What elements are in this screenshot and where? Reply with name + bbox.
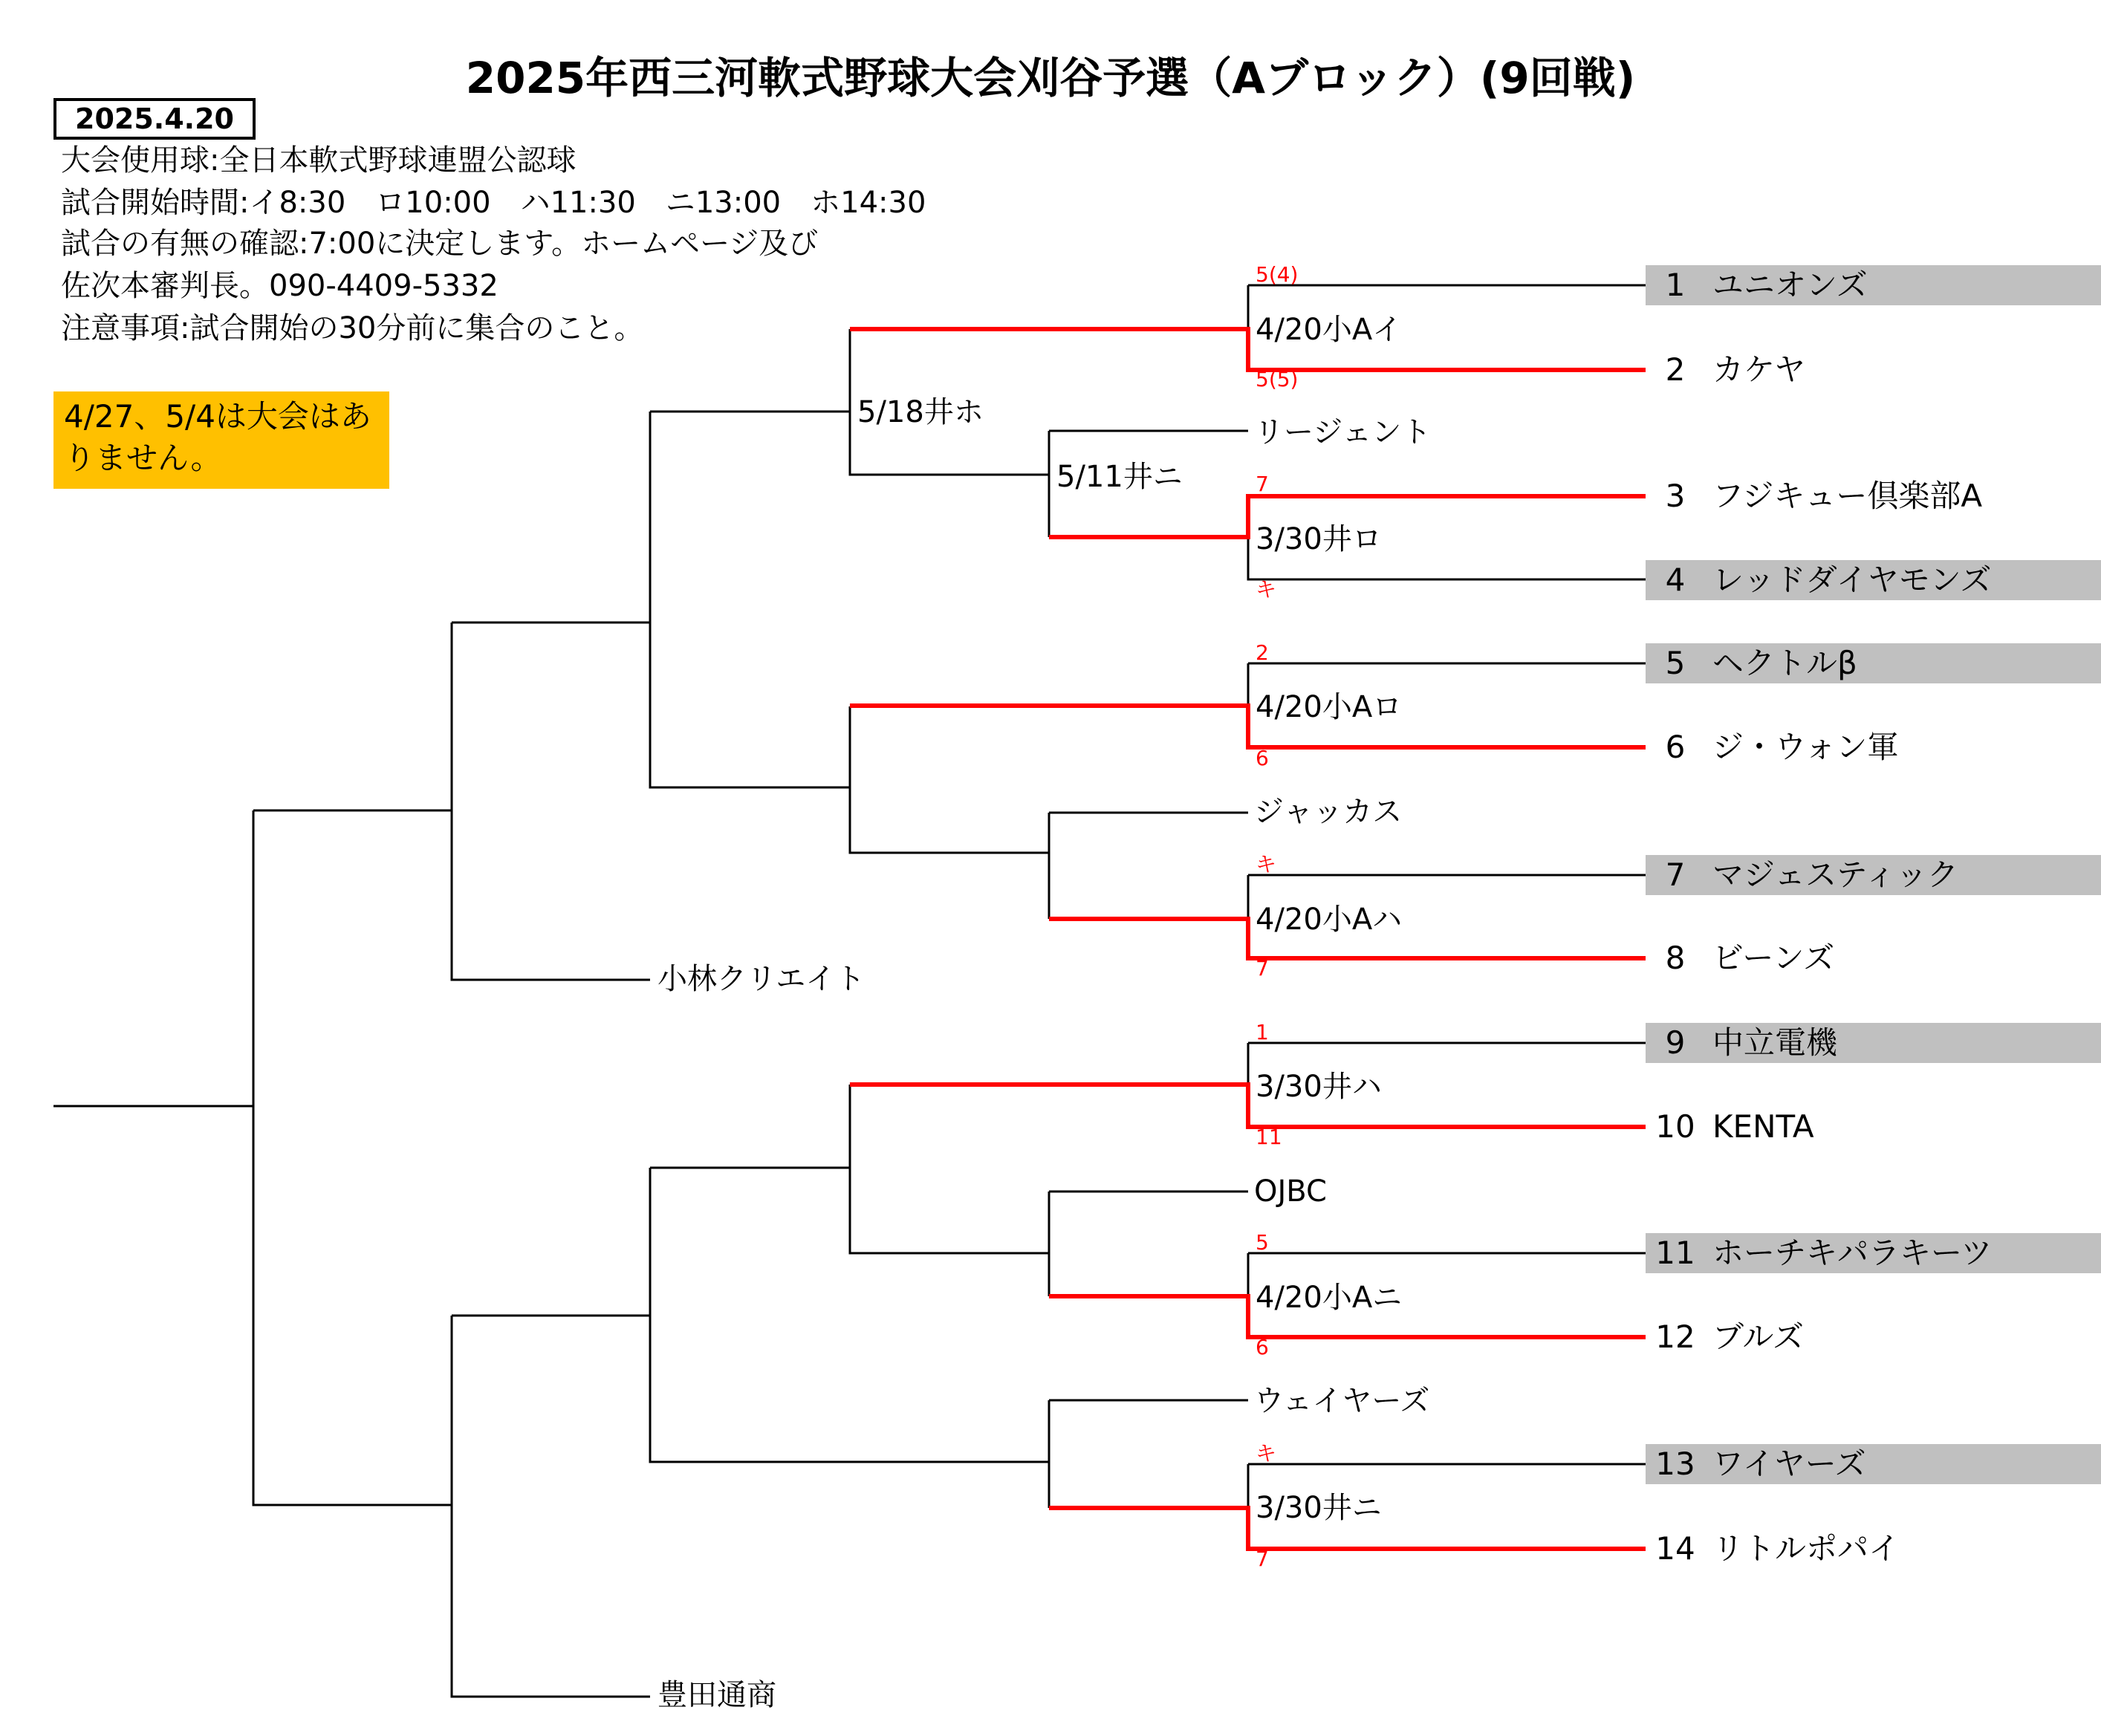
info-line-confirmation: 試合の有無の確認:7:00に決定します。ホームページ及び [61, 227, 819, 261]
page-title: 2025年西三河軟式野球大会刈谷予選（Aブロック）(9回戦) [465, 53, 1636, 103]
team-name: リトルポパイ [1712, 1530, 1900, 1567]
team-number: 5 [1665, 645, 1686, 681]
team-number: 11 [1655, 1235, 1695, 1271]
score: 5(4) [1256, 262, 1299, 287]
team-10 [1646, 1107, 2101, 1147]
score: 7 [1256, 1547, 1269, 1571]
bye-team-ojbc: OJBC [1254, 1174, 1327, 1209]
match-label: 4/20小Aロ [1256, 690, 1403, 724]
team-number: 4 [1665, 562, 1686, 598]
info-line-start-times: 試合開始時間:イ8:30 ロ10:00 ハ11:30 ニ13:00 ホ14:30 [61, 186, 926, 220]
team-name: ブルズ [1712, 1319, 1805, 1355]
team-name: ワイヤーズ [1712, 1446, 1866, 1482]
score: 2 [1256, 640, 1269, 665]
team-name: ホーチキパラキーツ [1712, 1235, 1993, 1271]
bye-team-kobayashi: 小林クリエイト [657, 962, 866, 996]
team-number: 6 [1665, 729, 1686, 765]
team-7 [1646, 855, 2101, 895]
team-number: 3 [1665, 478, 1686, 514]
team-name: ジ・ウォン軍 [1712, 729, 1899, 765]
notice-text: 4/27、5/4は大会はありません。 [64, 398, 371, 476]
bye-team-regent: リージェント [1254, 415, 1432, 449]
team-name: KENTA [1712, 1108, 1814, 1145]
team-number: 9 [1665, 1024, 1686, 1061]
team-11 [1646, 1233, 2101, 1273]
team-number: 7 [1665, 856, 1686, 893]
team-12 [1646, 1317, 2101, 1357]
score: キ [1256, 852, 1277, 877]
team-number: 1 [1665, 267, 1686, 303]
team-name: ビーンズ [1712, 940, 1835, 976]
team-9 [1646, 1023, 2101, 1063]
score: 7 [1256, 956, 1269, 981]
bye-team-toyota-tsusho: 豊田通商 [657, 1678, 776, 1712]
team-name: 中立電機 [1712, 1024, 1838, 1061]
team-name: レッドダイヤモンズ [1712, 562, 1992, 598]
team-1 [1646, 265, 2101, 305]
score: 6 [1256, 746, 1269, 770]
team-number: 12 [1655, 1319, 1695, 1355]
match-label: 4/20小Aハ [1256, 903, 1403, 937]
score: 5 [1256, 1230, 1269, 1255]
score: キ [1256, 577, 1277, 602]
match-label: 3/30井ハ [1256, 1070, 1382, 1104]
info-line-notes: 注意事項:試合開始の30分前に集合のこと。 [61, 311, 644, 345]
team-number: 2 [1665, 351, 1686, 388]
match-label: 3/30井ニ [1256, 1491, 1382, 1525]
team-5 [1646, 643, 2101, 683]
score: 1 [1256, 1020, 1269, 1044]
team-name: ユニオンズ [1712, 267, 1868, 303]
team-8 [1646, 938, 2101, 978]
match-label: 5/11井ニ [1056, 460, 1183, 494]
team-4 [1646, 560, 2101, 600]
score: 7 [1256, 472, 1269, 496]
score: 6 [1256, 1335, 1269, 1359]
team-number: 8 [1665, 940, 1686, 976]
team-14 [1646, 1529, 2101, 1569]
team-number: 14 [1655, 1530, 1695, 1567]
team-name: フジキュー倶楽部A [1712, 478, 1983, 514]
team-number: 10 [1655, 1108, 1695, 1145]
score: 5(5) [1256, 367, 1299, 391]
info-line-ball: 大会使用球:全日本軟式野球連盟公認球 [61, 143, 577, 178]
team-6 [1646, 727, 2101, 767]
team-2 [1646, 350, 2101, 390]
match-label: 5/18井ホ [857, 395, 984, 429]
match-label: 4/20小Aニ [1256, 1281, 1403, 1315]
team-13 [1646, 1444, 2101, 1484]
match-label: 4/20小Aイ [1256, 313, 1403, 347]
team-name: ヘクトルβ [1712, 645, 1857, 681]
team-name: マジェスティック [1712, 856, 1958, 893]
team-3 [1646, 476, 2101, 516]
bye-team-weyers: ウェイヤーズ [1254, 1384, 1430, 1418]
score: 11 [1256, 1125, 1282, 1149]
info-line-contact: 佐次本審判長。090-4409-5332 [61, 269, 499, 303]
team-name: カケヤ [1712, 351, 1806, 388]
score: キ [1256, 1441, 1277, 1466]
date-badge: 2025.4.20 [53, 98, 256, 140]
match-label: 3/30井ロ [1256, 522, 1382, 556]
bye-team-jackass: ジャッカス [1254, 795, 1403, 829]
team-number: 13 [1655, 1446, 1695, 1482]
